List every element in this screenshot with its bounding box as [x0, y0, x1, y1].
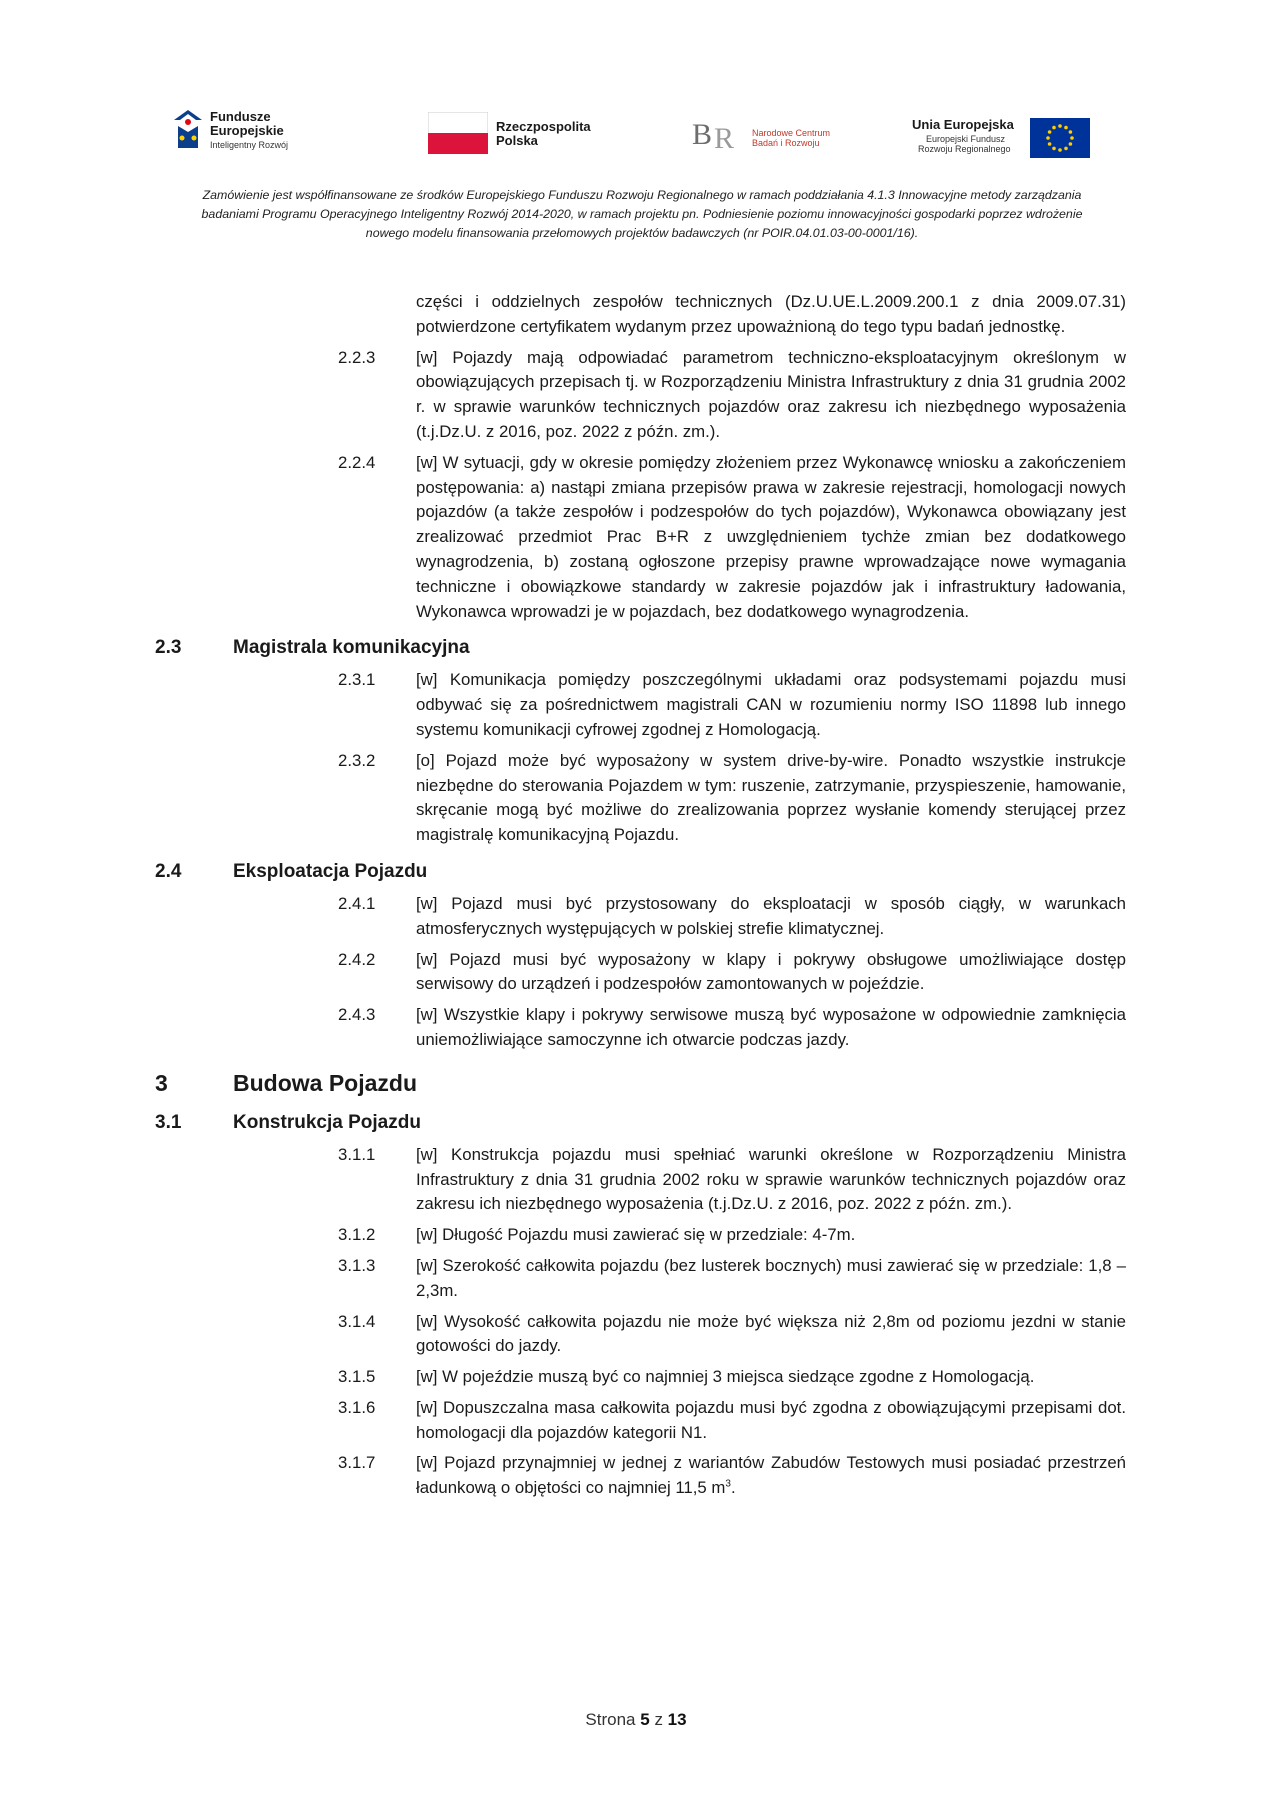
- fundusze-europejskie-emblem-icon: [172, 108, 204, 152]
- ncbr-logo: [692, 100, 872, 170]
- funding-note: Zamówienie jest współfinansowane ze środków Europejskiego Funduszu Rozwoju Regionalnego w ramach poddziałania 4.1.3 Innowacyjne metody zarządzania badaniami Programu Operacyjnego Inteligentny Rozwój 2014-2020, w ramach projektu pn. Podniesienie poziomu innowacyjności gospodarki poprzez wdrożenie nowego modelu finansowania przełomowych projektów badawczych (nr POIR.04.01.03-00-0001/16).: [201, 188, 1083, 240]
- fe-line1: Fundusze: [210, 109, 271, 124]
- ue-sub2: Rozwoju Regionalnego: [918, 144, 1011, 154]
- item-text: [w] Długość Pojazdu musi zawierać się w przedziale: 4-7m.: [416, 1225, 856, 1245]
- chapter-title: Budowa Pojazdu: [233, 1069, 417, 1096]
- total-pages-number: 13: [667, 1710, 687, 1729]
- ncbr-emblem-icon: [692, 114, 748, 154]
- section-number: 3.1: [155, 1111, 182, 1133]
- item-number: 3.1.1: [338, 1144, 376, 1164]
- list-item: [0, 1254, 1126, 1304]
- item-text: [w] W sytuacji, gdy w okresie pomiędzy złożeniem przez Wykonawcę wniosku a zakończeniem postępowania: a) nastąpi zmiana przepisów prawa w zakresie rejestracji, homologacji nowych pojazdów (a także zespołów i podzespołów do tych pojazdów), Wykonawca obowiązany jest zrealizować przedmiot Prac B+R z uwzględnieniem tychże zmian bez dodatkowego wynagrodzenia, b) zostaną ogłoszone przepisy prawne wprowadzające nowe wymagania techniczne i obowiązkowe standardy w zakresie pojazdów jak i infrastruktury ładowania, Wykonawca wprowadzi je w pojazdach, bez dodatkowego wynagrodzenia.: [416, 452, 1126, 621]
- ue-sub1: Europejski Fundusz: [926, 134, 1006, 144]
- item-text-main: [w] Pojazd przynajmniej w jednej z wariantów Zabudów Testowych musi posiadać przestrzeń ładunkową o objętości co najmniej 11,5 m: [416, 1453, 1126, 1498]
- item-number: 2.3.2: [338, 750, 376, 770]
- continuation-paragraph: części i oddzielnych zespołów technicznych (Dz.U.UE.L.2009.200.1 z dnia 2009.07.31) potwierdzone certyfikatem wydanym przez upoważnioną do tego typu badań jednostkę.: [416, 292, 1126, 336]
- item-text: [w] Dopuszczalna masa całkowita pojazdu musi być zgodna z obowiązującymi przepisami dot. homologacji dla pojazdów kategorii N1.: [416, 1397, 1126, 1442]
- section-number: 2.3: [155, 637, 182, 659]
- page-footer: [0, 1708, 1272, 1732]
- fe-sub: Inteligentny Rozwój: [210, 140, 289, 150]
- section-title: Magistrala komunikacyjna: [233, 637, 470, 659]
- section-heading: [0, 634, 1272, 662]
- list-item: [0, 1396, 1126, 1446]
- document-body: [0, 290, 1272, 1507]
- item-number: 3.1.6: [338, 1397, 376, 1417]
- ncbr-sub1: Narodowe Centrum: [752, 128, 831, 138]
- item-number: 3.1.3: [338, 1255, 376, 1275]
- fe-line2: Europejskie: [210, 123, 284, 138]
- item-number: 3.1.7: [338, 1453, 376, 1473]
- section-title: Konstrukcja Pojazdu: [233, 1111, 421, 1133]
- list-item: [0, 1223, 1126, 1248]
- item-number: 2.4.2: [338, 949, 376, 969]
- list-item: [0, 451, 1126, 625]
- list-item: [0, 948, 1126, 998]
- item-number: 2.2.3: [338, 347, 376, 367]
- item-text: [w] Pojazd musi być wyposażony w klapy i pokrywy obsługowe umożliwiające dostęp serwisowy do urządzeń i podzespołów zamontowanych w pojeździe.: [416, 949, 1126, 994]
- item-text: [w] Szerokość całkowita pojazdu (bez lusterek bocznych) musi zawierać się w przedziale: 1,8 – 2,3m.: [416, 1255, 1126, 1300]
- section-number: 2.4: [155, 860, 182, 882]
- svg-text:B: B: [692, 118, 713, 151]
- superscript: 3: [725, 1478, 731, 1490]
- item-text: [w] Wszystkie klapy i pokrywy serwisowe muszą być wyposażone w odpowiednie zamknięcia uniemożliwiające samoczynne ich otwarcie podczas jazdy.: [416, 1005, 1126, 1049]
- item-text-tail: .: [730, 1478, 736, 1498]
- ncbr-sub2: Badań i Rozwoju: [752, 138, 820, 148]
- fundusze-europejskie-logo: [172, 100, 352, 170]
- item-text: [w] Wysokość całkowita pojazdu nie może być większa niż 2,8m od poziomu jezdni w stanie gotowości do jazdy.: [416, 1311, 1126, 1356]
- item-text: [o] Pojazd może być wyposażony w system drive-by-wire. Ponadto wszystkie instrukcje niezbędne do sterowania Pojazdem w tym: ruszenie, zatrzymanie, przyspieszenie, hamowanie, skręcanie mogą być możliwe do zrealizowania poprzez wysłanie komendy sterującej przez magistralę komunikacyjną Pojazdu.: [416, 750, 1126, 845]
- item-number: 2.2.4: [338, 452, 376, 472]
- pl-line2: Polska: [496, 133, 538, 148]
- section-title: Eksploatacja Pojazdu: [233, 860, 428, 882]
- list-item: [0, 892, 1126, 942]
- list-item: [0, 1365, 1126, 1390]
- chapter-heading: [0, 1067, 1272, 1099]
- list-item: [0, 346, 1126, 445]
- item-number: 2.4.3: [338, 1005, 376, 1025]
- item-text: [w] W pojeździe muszą być co najmniej 3 miejsca siedzące zgodne z Homologacją.: [416, 1367, 1035, 1387]
- rzeczpospolita-polska-logo: [428, 100, 628, 170]
- item-number: 2.3.1: [338, 670, 376, 690]
- polish-flag-icon: [428, 112, 488, 154]
- item-number: 3.1.2: [338, 1225, 376, 1245]
- header-logos: [172, 100, 1112, 170]
- item-number: 3.1.4: [338, 1311, 376, 1331]
- svg-text:R: R: [714, 122, 735, 154]
- pl-line1: Rzeczpospolita: [496, 119, 591, 134]
- item-text: [w] Pojazdy mają odpowiadać parametrom techniczno-eksploatacyjnym określonym w obowiązujących przepisach tj. w Rozporządzeniu Ministra Infrastruktury z dnia 31 grudnia 2002 r. w sprawie warunków technicznych pojazdów oraz zakresu ich niezbędnego wyposażenia (t.j.Dz.U. z 2016, poz. 2022 z późn. zm.).: [416, 347, 1126, 441]
- item-number: 2.4.1: [338, 893, 376, 913]
- current-page-number: 5: [640, 1710, 650, 1729]
- eu-flag-icon: [1030, 118, 1090, 158]
- footer-prefix: Strona: [585, 1710, 636, 1729]
- list-item: [0, 1451, 1126, 1501]
- item-text: [w] Konstrukcja pojazdu musi spełniać warunki określone w Rozporządzeniu Ministra Infrastruktury z dnia 31 grudnia 2002 roku w sprawie warunków technicznych pojazdów oraz zakresu ich niezbędnego wyposażenia (t.j.Dz.U. z 2016, poz. 2022 z późn. zm.).: [416, 1144, 1126, 1214]
- list-item: [0, 749, 1126, 848]
- unia-europejska-logo: [912, 100, 1112, 170]
- section-heading: [0, 858, 1272, 886]
- chapter-number: 3: [155, 1069, 168, 1096]
- ue-line1: Unia Europejska: [912, 117, 1014, 132]
- list-item: [0, 1310, 1126, 1360]
- list-item: [0, 668, 1126, 742]
- list-item: [0, 1003, 1126, 1053]
- section-heading: [0, 1109, 1272, 1137]
- item-text: [w] Komunikacja pomiędzy poszczególnymi układami oraz podsystemami pojazdu musi odbywać się za pośrednictwem magistrali CAN w rozumieniu normy ISO 11898 lub innego systemu komunikacji cyfrowej zgodnej z Homologacją.: [416, 670, 1126, 739]
- item-text: [w] Pojazd musi być przystosowany do eksploatacji w sposób ciągły, w warunkach atmosferycznych występujących w polskiej strefie klimatycznej.: [416, 893, 1126, 938]
- list-item: [0, 1143, 1126, 1217]
- item-text: [416, 1451, 1126, 1501]
- item-number: 3.1.5: [338, 1367, 376, 1387]
- footer-separator: z: [654, 1710, 663, 1729]
